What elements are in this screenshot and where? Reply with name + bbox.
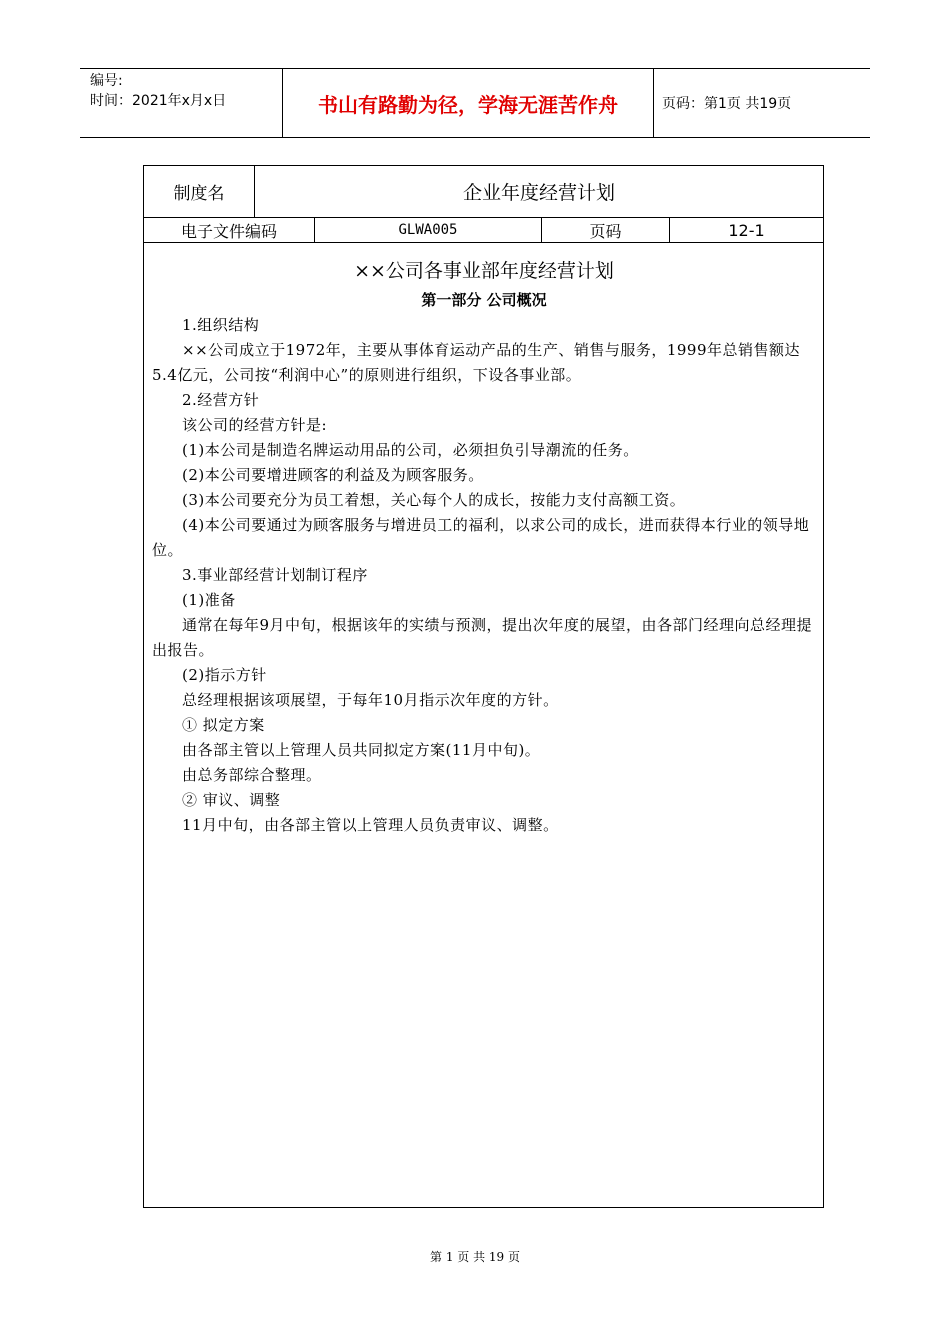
- document-frame: [143, 165, 824, 1208]
- paragraph: (4)本公司要通过为顾客服务与增进员工的福利，以求公司的成长，进而获得本行业的领导地位。: [152, 516, 810, 559]
- paragraph: (1)准备: [182, 591, 236, 609]
- paragraph: (3)本公司要充分为员工着想，关心每个人的成长，按能力支付高额工资。: [182, 491, 686, 509]
- paragraph: 通常在每年9月中旬，根据该年的实绩与预测，提出次年度的展望，由各部门经理向总经理提出报告。: [152, 616, 813, 659]
- time-label: 时间：2021年x月x日: [90, 93, 227, 109]
- paragraph: 2.经营方针: [182, 391, 260, 409]
- header-page-info: 页码：第1页 共19页: [662, 96, 792, 112]
- paragraph: 由总务部综合整理。: [182, 766, 322, 784]
- paragraph: 由各部主管以上管理人员共同拟定方案(11月中旬)。: [182, 741, 541, 759]
- page-header: [80, 68, 870, 138]
- regulation-name-label: 制度名: [144, 166, 255, 217]
- header-motto: 书山有路勤为径，学海无涯苦作舟: [282, 69, 654, 137]
- page-label: 页码: [542, 218, 670, 242]
- file-code-label: 电子文件编码: [144, 218, 315, 242]
- paragraph: 1.组织结构: [182, 316, 260, 334]
- number-label: 编号:: [90, 73, 123, 89]
- paragraph: 3.事业部经营计划制订程序: [182, 566, 368, 584]
- paragraph: (2)本公司要增进顾客的利益及为顾客服务。: [182, 466, 484, 484]
- file-code-value: GLWA005: [315, 218, 542, 242]
- file-code-row: [144, 218, 823, 243]
- page-value: 12-1: [728, 220, 765, 240]
- part-title: 第一部分 公司概况: [421, 291, 547, 309]
- paragraph: (2)指示方针: [182, 666, 267, 684]
- paragraph: ② 审议、调整: [182, 791, 281, 809]
- header-meta: [90, 71, 226, 111]
- paragraph: 11月中旬，由各部主管以上管理人员负责审议、调整。: [182, 816, 559, 834]
- page-footer: 第 1 页 共 19 页: [430, 1250, 520, 1264]
- paragraph: (1)本公司是制造名牌运动用品的公司，必须担负引导潮流的任务。: [182, 441, 639, 459]
- document-title: ××公司各事业部年度经营计划: [354, 260, 614, 282]
- regulation-name-row: [144, 166, 823, 218]
- paragraph: 该公司的经营方针是:: [182, 416, 328, 434]
- paragraph: ① 拟定方案: [182, 716, 265, 734]
- paragraph: 总经理根据该项展望，于每年10月指示次年度的方针。: [182, 691, 559, 709]
- document-body: [152, 256, 816, 838]
- paragraph: ××公司成立于1972年，主要从事体育运动产品的生产、销售与服务，1999年总销售额达5.4亿元，公司按“利润中心”的原则进行组织，下设各事业部。: [152, 341, 800, 384]
- regulation-name-value: 企业年度经营计划: [462, 182, 615, 204]
